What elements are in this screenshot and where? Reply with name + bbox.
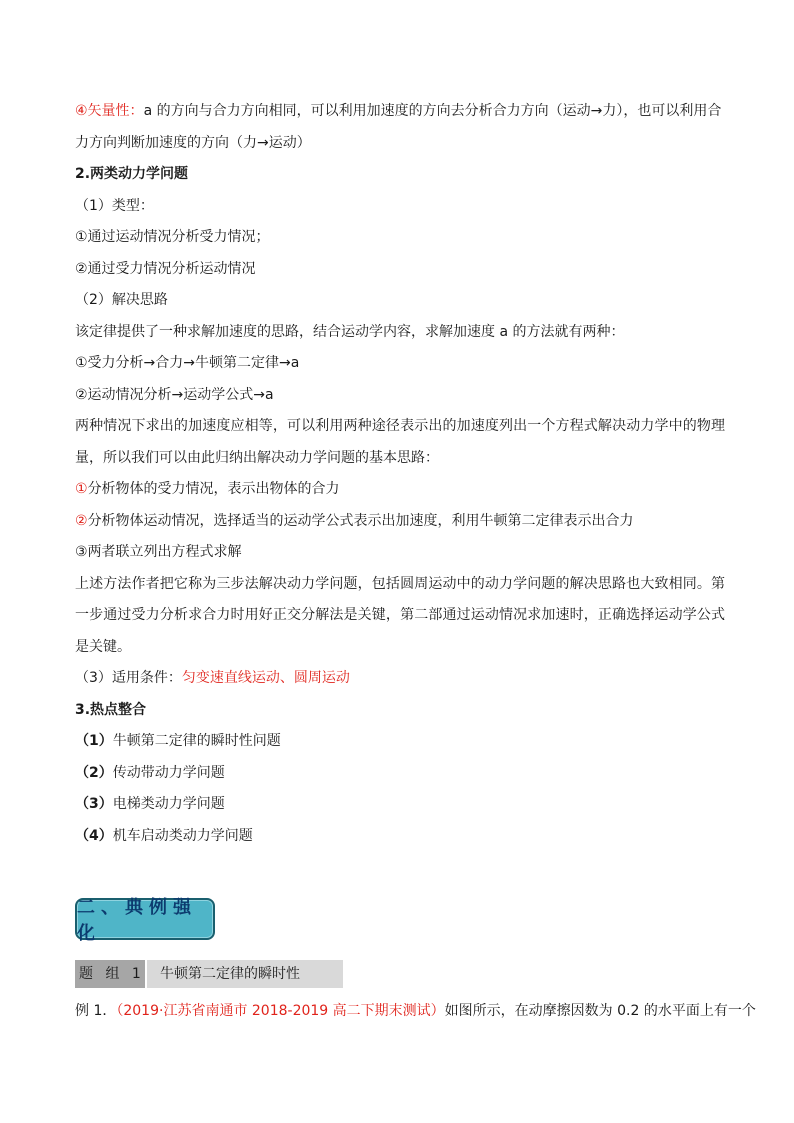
question-group-bar <box>75 960 343 988</box>
example-1 <box>75 996 756 1026</box>
type-item-1: ①通过运动情况分析受力情况； <box>75 229 270 245</box>
hotspot-item-text: 牛顿第二定律的瞬时性问题 <box>112 733 281 749</box>
vector-label: ④矢量性： <box>75 103 144 119</box>
example-prefix: 例 1． <box>75 1003 117 1019</box>
hotspot-item-text: 电梯类动力学问题 <box>112 796 225 812</box>
hotspot-item-number: （4） <box>75 827 113 844</box>
hotspot-item-text: 传动带动力学问题 <box>112 764 225 781</box>
step-2 <box>75 506 725 538</box>
step-2-number: ② <box>75 512 88 529</box>
hotspot-item <box>75 821 725 853</box>
section-3-heading: 3.热点整合 <box>75 701 147 718</box>
hotspot-item <box>75 789 725 821</box>
scope-label: （3）适用条件： <box>75 670 182 686</box>
part-badge <box>75 897 215 944</box>
part-badge-label: 二、典例强化 <box>77 897 197 944</box>
method-1: ①受力分析→合力→牛顿第二定律→a <box>75 355 300 371</box>
document-body <box>75 96 725 852</box>
type-item-2: ②通过受力情况分析运动情况 <box>75 260 256 277</box>
example-text: 如图所示，在动摩擦因数为 0.2 的水平面上有一个 <box>444 1003 756 1019</box>
example-source: （2019·江苏省南通市 2018-2019 高二下期末测试） <box>116 1003 445 1019</box>
vector-line-1 <box>75 96 725 128</box>
scope-line <box>75 663 725 695</box>
vector-text-2: 力方向判断加速度的方向（力→运动） <box>75 134 311 151</box>
vector-text-1: a 的方向与合力方向相同，可以利用加速度的方向去分析合力方向（运动→力），也可以利用合 <box>143 103 722 119</box>
hotspot-item <box>75 726 725 758</box>
paragraph-1: 两种情况下求出的加速度应相等，可以利用两种途径表示出的加速度列出一个方程式解决动力学中的物理量，所以我们可以由此归纳出解决动力学问题的基本思路： <box>75 418 725 466</box>
group-label: 题 组 1 <box>75 960 145 988</box>
paragraph-2: 上述方法作者把它称为三步法解决动力学问题，包括圆周运动中的动力学问题的解决思路也大致相同。第一步通过受力分析求合力时用好正交分解法是关键，第二部通过运动情况求加速时，正确选择运动学公式是关键。 <box>75 575 725 655</box>
step-1-number: ① <box>75 481 88 497</box>
step-1 <box>75 474 725 506</box>
hotspot-item <box>75 758 725 790</box>
hotspot-item-number: （3） <box>75 796 113 812</box>
method-2: ②运动情况分析→运动学公式→a <box>75 386 274 403</box>
section-2-heading: 2.两类动力学问题 <box>75 166 189 182</box>
group-title: 牛顿第二定律的瞬时性 <box>147 960 343 988</box>
hotspot-item-number: （1） <box>75 733 113 749</box>
step-1-text: 分析物体的受力情况，表示出物体的合力 <box>87 481 340 497</box>
step-2-text: 分析物体运动情况，选择适当的运动学公式表示出加速度，利用牛顿第二定律表示出合力 <box>87 512 634 529</box>
approach-heading: （2）解决思路 <box>75 292 168 308</box>
approach-intro: 该定律提供了一种求解加速度的思路，结合运动学内容，求解加速度 a 的方法就有两种： <box>75 323 625 340</box>
scope-value: 匀变速直线运动、圆周运动 <box>181 670 350 686</box>
hotspot-item-number: （2） <box>75 764 113 781</box>
type-heading: （1）类型： <box>75 197 154 214</box>
hotspot-item-text: 机车启动类动力学问题 <box>112 827 253 844</box>
step-3: ③两者联立列出方程式求解 <box>75 544 242 560</box>
